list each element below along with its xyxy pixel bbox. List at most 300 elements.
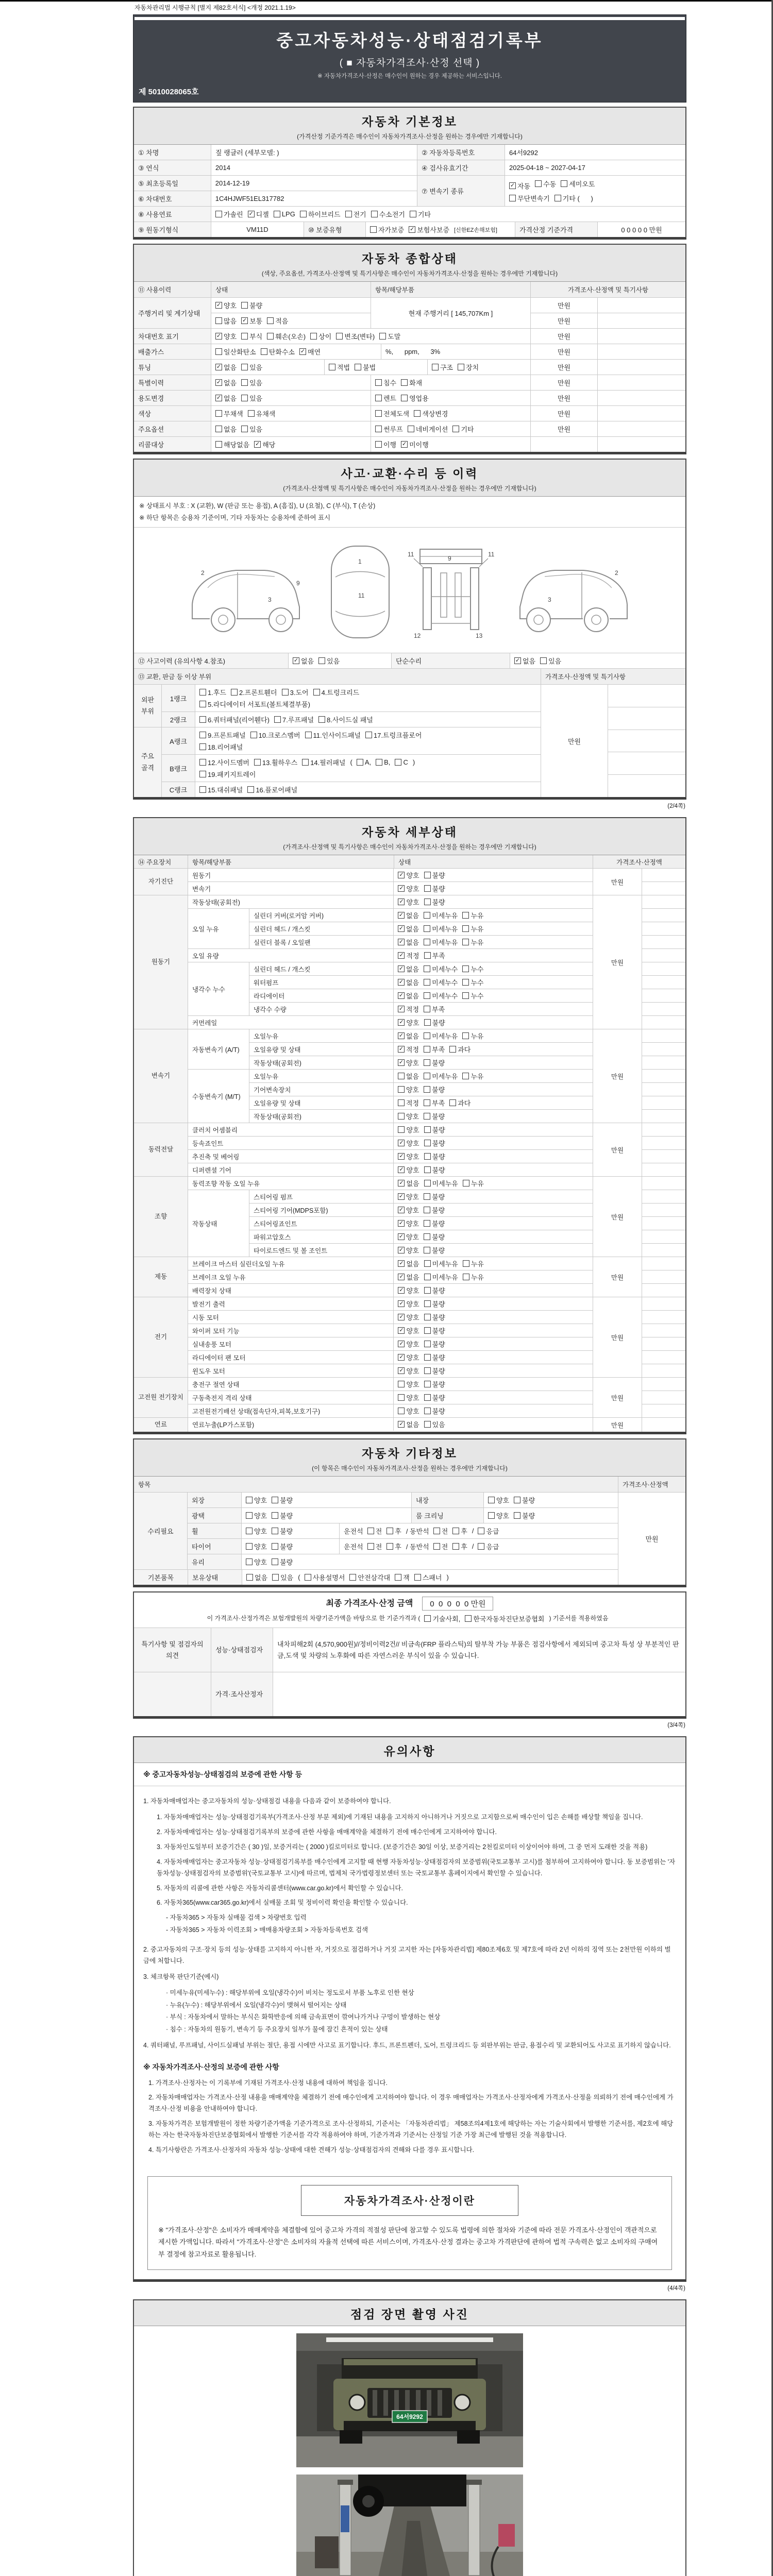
checkbox-box[interactable]: [241, 302, 248, 309]
checkbox-box[interactable]: [424, 925, 430, 932]
checkbox-미세누유[interactable]: [424, 937, 458, 947]
checkbox-box[interactable]: [424, 872, 431, 878]
checkbox-box[interactable]: [300, 211, 307, 217]
checkbox-box[interactable]: [254, 759, 261, 766]
checkbox-box[interactable]: [310, 333, 317, 340]
checkbox-box[interactable]: [414, 1574, 421, 1581]
checkbox-부족[interactable]: [424, 1098, 445, 1108]
checkbox-있음[interactable]: [241, 393, 262, 403]
checkbox-과다[interactable]: [449, 1044, 470, 1054]
checkbox-양호[interactable]: [398, 1393, 419, 1402]
checkbox-box[interactable]: [401, 379, 408, 386]
checkbox-box[interactable]: ✓: [398, 1247, 404, 1253]
checkbox-하이브리드[interactable]: [300, 209, 341, 219]
checkbox-box[interactable]: [424, 1327, 431, 1334]
checkbox-스패너[interactable]: [414, 1572, 442, 1582]
checkbox-box[interactable]: ✓: [216, 302, 222, 308]
checkbox-box[interactable]: [241, 379, 248, 386]
checkbox-box[interactable]: [561, 180, 567, 187]
checkbox-box[interactable]: [424, 1019, 431, 1026]
checkbox-box[interactable]: [424, 1247, 430, 1253]
checkbox-box[interactable]: [395, 1574, 401, 1581]
checkbox-box[interactable]: [302, 759, 309, 766]
checkbox-누유[interactable]: [462, 910, 483, 920]
checkbox-box[interactable]: [424, 1099, 430, 1106]
checkbox-box[interactable]: [424, 1314, 431, 1320]
checkbox-box[interactable]: ✓: [399, 1019, 404, 1025]
checkbox-디젤[interactable]: [248, 209, 269, 219]
checkbox-미세누수[interactable]: [424, 991, 458, 1001]
checkbox-box[interactable]: [246, 1574, 253, 1581]
checkbox-누유[interactable]: [463, 1178, 484, 1188]
checkbox-box[interactable]: [365, 732, 372, 738]
checkbox-양호[interactable]: [398, 1339, 419, 1349]
checkbox-불량[interactable]: [424, 1125, 445, 1134]
checkbox-box[interactable]: [465, 1615, 472, 1622]
checkbox-box[interactable]: [554, 195, 561, 201]
checkbox-네비게이션[interactable]: [408, 424, 448, 434]
checkbox-3도어[interactable]: [282, 687, 309, 697]
checkbox-불량[interactable]: [272, 1511, 293, 1520]
checkbox-box[interactable]: [433, 1528, 440, 1534]
checkbox-box[interactable]: [424, 939, 430, 945]
checkbox-보통[interactable]: [241, 316, 262, 326]
checkbox-box[interactable]: [248, 410, 255, 417]
checkbox-box[interactable]: ✓: [398, 939, 404, 945]
checkbox-box[interactable]: [250, 732, 257, 738]
checkbox-box[interactable]: [478, 1543, 484, 1550]
checkbox-box[interactable]: ✓: [399, 1180, 404, 1186]
checkbox-누수[interactable]: [462, 991, 483, 1001]
checkbox-누유[interactable]: [462, 1071, 483, 1081]
checkbox-box[interactable]: [398, 1381, 405, 1387]
checkbox-box[interactable]: [267, 317, 274, 324]
checkbox-없음[interactable]: [398, 910, 419, 920]
checkbox-box[interactable]: ✓: [216, 333, 222, 339]
checkbox-불량[interactable]: [424, 1299, 445, 1309]
checkbox-box[interactable]: [488, 1497, 495, 1503]
checkbox-18리어패널[interactable]: [199, 742, 243, 752]
checkbox-양호[interactable]: [398, 1326, 419, 1335]
checkbox-box[interactable]: [424, 1408, 431, 1414]
checkbox-불량[interactable]: [424, 1165, 445, 1175]
checkbox-box[interactable]: [305, 732, 312, 738]
checkbox-box[interactable]: [462, 939, 469, 945]
checkbox-box[interactable]: [424, 1113, 430, 1120]
checkbox-box[interactable]: [424, 979, 430, 986]
checkbox-불량[interactable]: [272, 1541, 293, 1551]
checkbox-C[interactable]: [395, 758, 408, 766]
checkbox-box[interactable]: ✓: [515, 657, 520, 664]
checkbox-box[interactable]: [215, 317, 222, 324]
checkbox-box[interactable]: [424, 1274, 431, 1280]
checkbox-세미오토[interactable]: [561, 179, 595, 189]
checkbox-6쿼터패널리어휀다[interactable]: [199, 715, 270, 724]
checkbox-불량[interactable]: [424, 1205, 445, 1215]
checkbox-14필러패널[interactable]: [302, 757, 345, 767]
checkbox-box[interactable]: [375, 379, 382, 386]
checkbox-box[interactable]: [452, 1543, 459, 1550]
checkbox-box[interactable]: [318, 657, 325, 664]
checkbox-box[interactable]: [462, 992, 469, 999]
checkbox-렌트[interactable]: [375, 393, 396, 403]
checkbox-없음[interactable]: [398, 1031, 419, 1041]
checkbox-양호[interactable]: [398, 1218, 419, 1228]
checkbox-box[interactable]: ✓: [300, 348, 306, 354]
checkbox-box[interactable]: [386, 1543, 393, 1550]
checkbox-box[interactable]: [367, 1543, 374, 1550]
checkbox-box[interactable]: [375, 410, 382, 417]
checkbox-box[interactable]: [424, 1615, 431, 1622]
checkbox-box[interactable]: [272, 1543, 278, 1550]
checkbox-box[interactable]: ✓: [398, 992, 404, 998]
checkbox-후[interactable]: [386, 1526, 401, 1536]
checkbox-미세누유[interactable]: [424, 1071, 458, 1081]
checkbox-box[interactable]: [424, 1381, 431, 1387]
checkbox-응급[interactable]: [478, 1541, 499, 1551]
checkbox-box[interactable]: ✓: [398, 1233, 404, 1240]
checkbox-box[interactable]: [433, 1543, 440, 1550]
checkbox-없음[interactable]: [398, 937, 419, 947]
checkbox-box[interactable]: [458, 364, 464, 370]
checkbox-box[interactable]: ✓: [216, 395, 222, 401]
checkbox-box[interactable]: [424, 899, 431, 905]
checkbox-없음[interactable]: [215, 393, 237, 403]
checkbox-box[interactable]: [514, 1512, 520, 1519]
checkbox-한국자동차진단보증협회[interactable]: [465, 1614, 544, 1623]
checkbox-불량[interactable]: [424, 870, 445, 880]
checkbox-양호[interactable]: [398, 1018, 419, 1027]
checkbox-box[interactable]: [345, 211, 352, 217]
checkbox-box[interactable]: [424, 1086, 430, 1093]
checkbox-box[interactable]: [424, 1180, 431, 1187]
checkbox-불량[interactable]: [424, 1312, 445, 1322]
checkbox-box[interactable]: [241, 333, 248, 340]
checkbox-box[interactable]: ✓: [398, 979, 404, 985]
checkbox-box[interactable]: [215, 211, 222, 217]
checkbox-과다[interactable]: [449, 1098, 470, 1108]
checkbox-있음[interactable]: [241, 378, 262, 387]
checkbox-box[interactable]: [424, 992, 430, 999]
checkbox-썬루프[interactable]: [375, 424, 403, 434]
checkbox-LPG[interactable]: [274, 210, 295, 218]
checkbox-없음[interactable]: [215, 362, 237, 372]
checkbox-box[interactable]: [367, 1528, 374, 1534]
checkbox-없음[interactable]: [398, 1178, 419, 1188]
checkbox-box[interactable]: [199, 759, 206, 766]
checkbox-box[interactable]: [424, 1354, 431, 1361]
checkbox-양호[interactable]: [398, 1058, 419, 1067]
checkbox-15대쉬패널[interactable]: [199, 785, 243, 794]
checkbox-19패키지트레이[interactable]: [199, 769, 256, 779]
checkbox-없음[interactable]: [398, 1259, 419, 1268]
checkbox-box[interactable]: [398, 1408, 405, 1414]
checkbox-box[interactable]: [267, 333, 274, 340]
checkbox-일산화탄소[interactable]: [215, 347, 256, 357]
checkbox-box[interactable]: [215, 348, 222, 355]
checkbox-불량[interactable]: [424, 1151, 445, 1161]
checkbox-불량[interactable]: [424, 897, 445, 907]
checkbox-box[interactable]: [410, 211, 416, 217]
checkbox-box[interactable]: ✓: [399, 1274, 404, 1280]
checkbox-box[interactable]: [424, 1260, 431, 1267]
checkbox-불량[interactable]: [424, 1339, 445, 1349]
checkbox-box[interactable]: [272, 1512, 278, 1519]
checkbox-box[interactable]: [424, 952, 431, 959]
checkbox-양호[interactable]: [398, 1312, 419, 1322]
checkbox-box[interactable]: [424, 1207, 430, 1213]
checkbox-box[interactable]: [398, 1086, 405, 1093]
checkbox-자가보증[interactable]: [370, 225, 404, 234]
checkbox-box[interactable]: [424, 1193, 430, 1200]
checkbox-box[interactable]: [313, 689, 320, 696]
checkbox-A[interactable]: [357, 758, 371, 766]
checkbox-불량[interactable]: [424, 1018, 445, 1027]
checkbox-box[interactable]: [272, 1558, 278, 1565]
checkbox-box[interactable]: [449, 1046, 456, 1053]
checkbox-유채색[interactable]: [248, 409, 276, 418]
checkbox-전체도색[interactable]: [375, 409, 409, 418]
checkbox-불량[interactable]: [424, 884, 445, 893]
checkbox-8사이드실패널[interactable]: [318, 715, 373, 724]
checkbox-미세누유[interactable]: [424, 1259, 458, 1268]
checkbox-box[interactable]: [246, 1558, 253, 1565]
checkbox-가솔린[interactable]: [215, 209, 243, 219]
checkbox-box[interactable]: [514, 1497, 520, 1503]
checkbox-box[interactable]: [246, 1497, 253, 1503]
checkbox-양호[interactable]: [215, 331, 237, 341]
checkbox-box[interactable]: [424, 1006, 430, 1012]
checkbox-부족[interactable]: [424, 951, 445, 960]
checkbox-양호[interactable]: [398, 1232, 419, 1242]
checkbox-상이[interactable]: [310, 331, 331, 341]
checkbox-4트렁크리드[interactable]: [313, 687, 360, 697]
checkbox-box[interactable]: ✓: [216, 379, 222, 385]
checkbox-전[interactable]: [433, 1526, 448, 1536]
checkbox-누유[interactable]: [462, 1031, 483, 1041]
checkbox-box[interactable]: [272, 1497, 278, 1503]
checkbox-box[interactable]: [215, 426, 222, 432]
checkbox-box[interactable]: [355, 364, 361, 370]
checkbox-box[interactable]: [463, 1180, 469, 1187]
checkbox-box[interactable]: ✓: [293, 657, 299, 664]
checkbox-box[interactable]: ✓: [398, 965, 404, 972]
checkbox-미세누유[interactable]: [424, 910, 458, 920]
checkbox-box[interactable]: ✓: [398, 1006, 404, 1012]
checkbox-응급[interactable]: [478, 1526, 499, 1536]
checkbox-매연[interactable]: [299, 347, 321, 357]
checkbox-box[interactable]: ✓: [399, 1140, 404, 1146]
checkbox-box[interactable]: [371, 211, 378, 217]
checkbox-box[interactable]: [424, 885, 431, 892]
checkbox-양호[interactable]: [398, 1138, 419, 1148]
checkbox-box[interactable]: ✓: [255, 441, 260, 447]
checkbox-기타[interactable]: [452, 424, 474, 434]
checkbox-구조[interactable]: [432, 362, 453, 372]
checkbox-양호[interactable]: [398, 870, 419, 880]
checkbox-box[interactable]: ✓: [398, 1207, 404, 1213]
checkbox-무단변속기[interactable]: [509, 193, 550, 203]
checkbox-box[interactable]: [272, 1528, 278, 1534]
checkbox-없음[interactable]: [398, 1272, 419, 1282]
checkbox-자동[interactable]: [509, 181, 530, 191]
checkbox-box[interactable]: [462, 925, 469, 932]
checkbox-box[interactable]: [408, 426, 414, 432]
checkbox-누유[interactable]: [462, 924, 483, 934]
checkbox-양호[interactable]: [246, 1495, 267, 1505]
checkbox-box[interactable]: ✓: [510, 182, 515, 189]
checkbox-불량[interactable]: [424, 1218, 445, 1228]
checkbox-box[interactable]: [370, 226, 377, 233]
checkbox-없음[interactable]: [398, 1419, 419, 1429]
checkbox-미세누유[interactable]: [424, 1272, 458, 1282]
checkbox-없음[interactable]: [398, 924, 419, 934]
checkbox-box[interactable]: ✓: [398, 1046, 404, 1052]
checkbox-box[interactable]: [215, 410, 222, 417]
checkbox-box[interactable]: [246, 1528, 253, 1534]
checkbox-box[interactable]: ✓: [242, 317, 247, 324]
checkbox-양호[interactable]: [398, 1285, 419, 1295]
checkbox-미세누유[interactable]: [424, 1031, 458, 1041]
checkbox-전[interactable]: [433, 1541, 448, 1551]
checkbox-있음[interactable]: [540, 656, 561, 666]
checkbox-없음[interactable]: [398, 964, 419, 974]
checkbox-이행[interactable]: [375, 439, 396, 449]
checkbox-미세누유[interactable]: [424, 924, 458, 934]
checkbox-box[interactable]: [247, 786, 254, 793]
checkbox-양호[interactable]: [398, 1125, 419, 1134]
checkbox-box[interactable]: [398, 1099, 405, 1106]
checkbox-box[interactable]: [241, 364, 248, 370]
checkbox-후[interactable]: [452, 1526, 467, 1536]
checkbox-box[interactable]: [357, 759, 363, 766]
checkbox-box[interactable]: [424, 1421, 431, 1428]
checkbox-box[interactable]: ✓: [398, 1059, 404, 1065]
checkbox-box[interactable]: [462, 979, 469, 986]
checkbox-양호[interactable]: [398, 1192, 419, 1201]
checkbox-box[interactable]: ✓: [399, 1327, 404, 1333]
checkbox-양호[interactable]: [246, 1541, 267, 1551]
checkbox-box[interactable]: ✓: [399, 1354, 404, 1360]
checkbox-box[interactable]: ✓: [399, 1421, 404, 1427]
checkbox-양호[interactable]: [246, 1511, 267, 1520]
checkbox-불량[interactable]: [272, 1526, 293, 1536]
checkbox-있음[interactable]: [318, 656, 340, 666]
checkbox-불량[interactable]: [514, 1495, 535, 1505]
checkbox-미세누수[interactable]: [424, 977, 458, 987]
checkbox-불량[interactable]: [424, 1058, 445, 1067]
checkbox-box[interactable]: ✓: [398, 1193, 404, 1199]
checkbox-부식[interactable]: [241, 331, 262, 341]
checkbox-양호[interactable]: [398, 1165, 419, 1175]
checkbox-훼손오손[interactable]: [267, 331, 306, 341]
checkbox-box[interactable]: [199, 701, 206, 707]
checkbox-box[interactable]: ✓: [399, 1367, 404, 1374]
checkbox-box[interactable]: ✓: [398, 912, 404, 918]
checkbox-불량[interactable]: [424, 1232, 445, 1242]
checkbox-적정[interactable]: [398, 1044, 419, 1054]
checkbox-box[interactable]: [401, 395, 408, 401]
checkbox-도말[interactable]: [379, 331, 400, 341]
checkbox-box[interactable]: [318, 716, 325, 723]
checkbox-무채색[interactable]: [215, 409, 243, 418]
checkbox-누유[interactable]: [462, 937, 483, 947]
checkbox-미이행[interactable]: [401, 439, 429, 449]
checkbox-누유[interactable]: [463, 1259, 484, 1268]
checkbox-적정[interactable]: [398, 951, 419, 960]
checkbox-box[interactable]: [329, 364, 335, 370]
checkbox-양호[interactable]: [398, 1245, 419, 1255]
checkbox-box[interactable]: ✓: [399, 899, 404, 905]
checkbox-17트렁크플로어[interactable]: [365, 730, 422, 740]
checkbox-불량[interactable]: [424, 1379, 445, 1389]
checkbox-없음[interactable]: [246, 1572, 267, 1582]
checkbox-없음[interactable]: [215, 378, 237, 387]
checkbox-box[interactable]: [463, 1274, 469, 1280]
checkbox-box[interactable]: [398, 1126, 405, 1133]
checkbox-box[interactable]: [215, 441, 222, 448]
checkbox-양호[interactable]: [398, 884, 419, 893]
checkbox-불량[interactable]: [424, 1111, 445, 1121]
checkbox-색상변경[interactable]: [414, 409, 448, 418]
checkbox-적정[interactable]: [398, 1098, 419, 1108]
checkbox-box[interactable]: ✓: [399, 1314, 404, 1320]
checkbox-안전삼각대[interactable]: [349, 1572, 390, 1582]
checkbox-불량[interactable]: [241, 300, 262, 310]
checkbox-양호[interactable]: [398, 1151, 419, 1161]
checkbox-box[interactable]: ✓: [399, 885, 404, 891]
checkbox-box[interactable]: [463, 1260, 469, 1267]
checkbox-없음[interactable]: [514, 656, 535, 666]
checkbox-양호[interactable]: [488, 1495, 509, 1505]
checkbox-box[interactable]: [424, 1046, 430, 1053]
checkbox-후[interactable]: [386, 1541, 401, 1551]
checkbox-장치[interactable]: [458, 362, 479, 372]
checkbox-box[interactable]: ✓: [399, 1166, 404, 1173]
checkbox-없음[interactable]: [398, 977, 419, 987]
checkbox-box[interactable]: [424, 1126, 431, 1133]
checkbox-box[interactable]: [535, 180, 542, 187]
checkbox-양호[interactable]: [488, 1511, 509, 1520]
checkbox-12사이드멤버[interactable]: [199, 757, 249, 767]
checkbox-불량[interactable]: [272, 1495, 293, 1505]
checkbox-불량[interactable]: [272, 1557, 293, 1567]
checkbox-양호[interactable]: [215, 300, 237, 310]
checkbox-기타[interactable]: [554, 193, 593, 203]
checkbox-잭[interactable]: [395, 1572, 410, 1582]
checkbox-수동[interactable]: [535, 179, 556, 189]
checkbox-누수[interactable]: [462, 964, 483, 974]
checkbox-box[interactable]: [424, 1166, 431, 1173]
checkbox-적정[interactable]: [398, 1004, 419, 1014]
checkbox-1후드[interactable]: [199, 687, 226, 697]
checkbox-16플로어패널[interactable]: [247, 785, 297, 794]
checkbox-보험사보증[interactable]: [409, 225, 449, 234]
checkbox-box[interactable]: [379, 333, 386, 340]
checkbox-box[interactable]: [424, 1153, 431, 1160]
checkbox-침수[interactable]: [375, 378, 396, 387]
checkbox-box[interactable]: ✓: [399, 1341, 404, 1347]
checkbox-부족[interactable]: [424, 1004, 445, 1014]
checkbox-적음[interactable]: [267, 316, 288, 326]
checkbox-box[interactable]: [336, 333, 343, 340]
checkbox-없음[interactable]: [398, 1071, 419, 1081]
checkbox-box[interactable]: [509, 195, 516, 201]
checkbox-box[interactable]: [398, 1113, 405, 1120]
checkbox-box[interactable]: [540, 657, 547, 664]
checkbox-box[interactable]: [432, 364, 439, 370]
checkbox-양호[interactable]: [398, 897, 419, 907]
